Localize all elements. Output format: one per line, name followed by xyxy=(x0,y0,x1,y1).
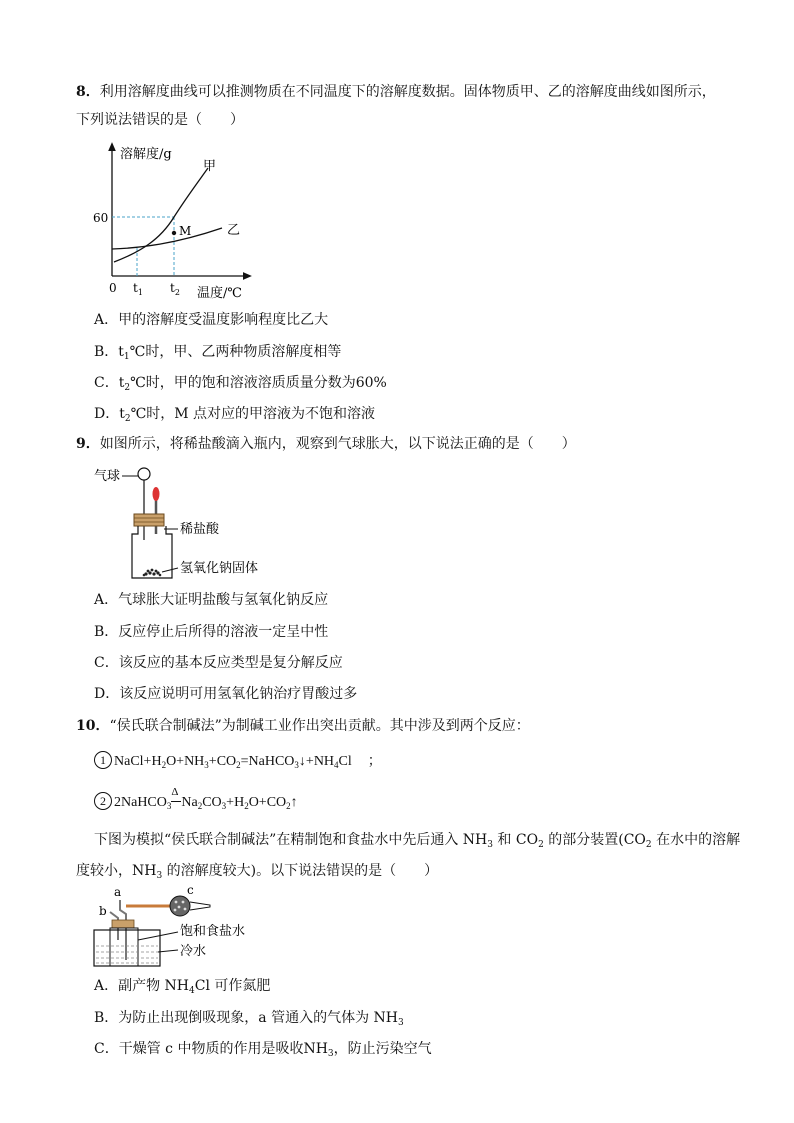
q9-stem: 9．如图所示，将稀盐酸滴入瓶内，观察到气球胀大，以下说法正确的是（ ） xyxy=(76,436,576,452)
q10-option-b: B．为防止出现倒吸现象，a 管通入的气体为 $NH_3$ xyxy=(94,1010,404,1028)
t1-label: $t_1$ xyxy=(133,281,143,297)
solid-label: 氢氧化钠固体 xyxy=(180,561,259,576)
q8-stem-line2: 下列说法错误的是（ ） xyxy=(76,112,244,128)
q10-paragraph-line2: 度较小，$NH_3$ 的溶解度较大)。以下说法错误的是（ ） xyxy=(76,863,439,881)
q8-option-c: C．$t_2℃$时，甲的饱和溶液溶质质量分数为60% xyxy=(94,375,387,393)
q8-option-a: A．甲的溶解度受温度影响程度比乙大 xyxy=(94,312,329,328)
q9-option-a: A．气球胀大证明盐酸与氢氧化钠反应 xyxy=(94,592,329,608)
x-axis-label: 温度/℃ xyxy=(197,286,242,301)
q10-stem: 10．“侯氏联合制碱法”为制碱工业作出突出贡献。其中涉及到两个反应： xyxy=(76,718,530,734)
q8-option-b: B．$t_1℃$时，甲、乙两种物质溶解度相等 xyxy=(94,344,342,362)
t2-label: $t_2$ xyxy=(170,281,180,297)
curve-jia-label: 甲 xyxy=(203,159,217,174)
q9-flask-figure xyxy=(92,462,282,584)
solid-leader xyxy=(162,568,178,572)
acid-label: 稀盐酸 xyxy=(180,522,220,537)
equation-marker-1: 1 xyxy=(94,751,112,769)
q9-number: 9． xyxy=(76,436,100,452)
y-tick-60: 60 xyxy=(93,211,109,225)
point-m-label: M xyxy=(179,224,192,238)
q9-option-d: D．该反应说明可用氢氧化钠治疗胃酸过多 xyxy=(94,686,358,702)
equation-marker-2: 2 xyxy=(94,792,112,810)
balloon-icon xyxy=(138,468,150,480)
q10-paragraph-line1: 下图为模拟“侯氏联合制碱法”在精制饱和食盐水中先后通入 $NH_3$ 和 $CO_2$ 的部分装置($CO_2$ 在水中的溶解 xyxy=(94,832,741,850)
dropper-bulb xyxy=(153,487,160,501)
point-m xyxy=(172,231,176,235)
brine-label: 饱和食盐水 xyxy=(180,924,246,939)
q8-number: 8． xyxy=(76,84,100,100)
q8-option-d: D．$t_2℃$时，M 点对应的甲溶液为不饱和溶液 xyxy=(94,406,376,424)
tube-b-label: b xyxy=(99,904,107,918)
q9-option-b: B．反应停止后所得的溶液一定呈中性 xyxy=(94,624,329,640)
inner-bottle xyxy=(110,928,138,966)
q10-option-a: A．副产物 $NH_4Cl$ 可作氮肥 xyxy=(94,978,271,996)
q10-equation-1: 1 $NaCl+H_2O+NH_3+CO_2=NaHCO_3↓+NH_4Cl$ ； xyxy=(94,750,382,770)
y-axis-label: 溶解度/g xyxy=(120,147,172,162)
stopper xyxy=(134,514,164,526)
q8-stem-line1: 8．利用溶解度曲线可以推测物质在不同温度下的溶解度数据。固体物质甲、乙的溶解度曲线如图所示， xyxy=(76,84,716,100)
drying-tube-bulb xyxy=(170,896,190,916)
solid-pile xyxy=(143,569,162,577)
origin-label: 0 xyxy=(109,281,117,295)
q10-option-c: C．干燥管 c 中物质的作用是吸收$NH_3$，防止污染空气 xyxy=(94,1041,432,1059)
tube-a-label: a xyxy=(114,885,122,899)
q9-option-c: C．该反应的基本反应类型是复分解反应 xyxy=(94,655,343,671)
q10-apparatus-figure xyxy=(90,884,270,970)
q8-solubility-figure xyxy=(93,140,260,305)
curve-yi-label: 乙 xyxy=(227,223,241,238)
water-leader xyxy=(158,950,178,952)
q10-number: 10． xyxy=(76,718,110,734)
curve-yi xyxy=(112,228,222,249)
brine-leader xyxy=(138,932,178,940)
drying-tube-tail xyxy=(190,902,210,910)
balloon-label: 气球 xyxy=(94,469,121,484)
beaker-stopper xyxy=(112,920,134,928)
water-label: 冷水 xyxy=(180,944,207,959)
q10-equation-2: 2 2NaHCO$_3$ Δ $Na_2CO_3+H_2O+CO_2↑$ xyxy=(94,792,298,811)
tube-c-label: c xyxy=(187,883,194,897)
heat-arrow: Δ xyxy=(171,795,181,811)
